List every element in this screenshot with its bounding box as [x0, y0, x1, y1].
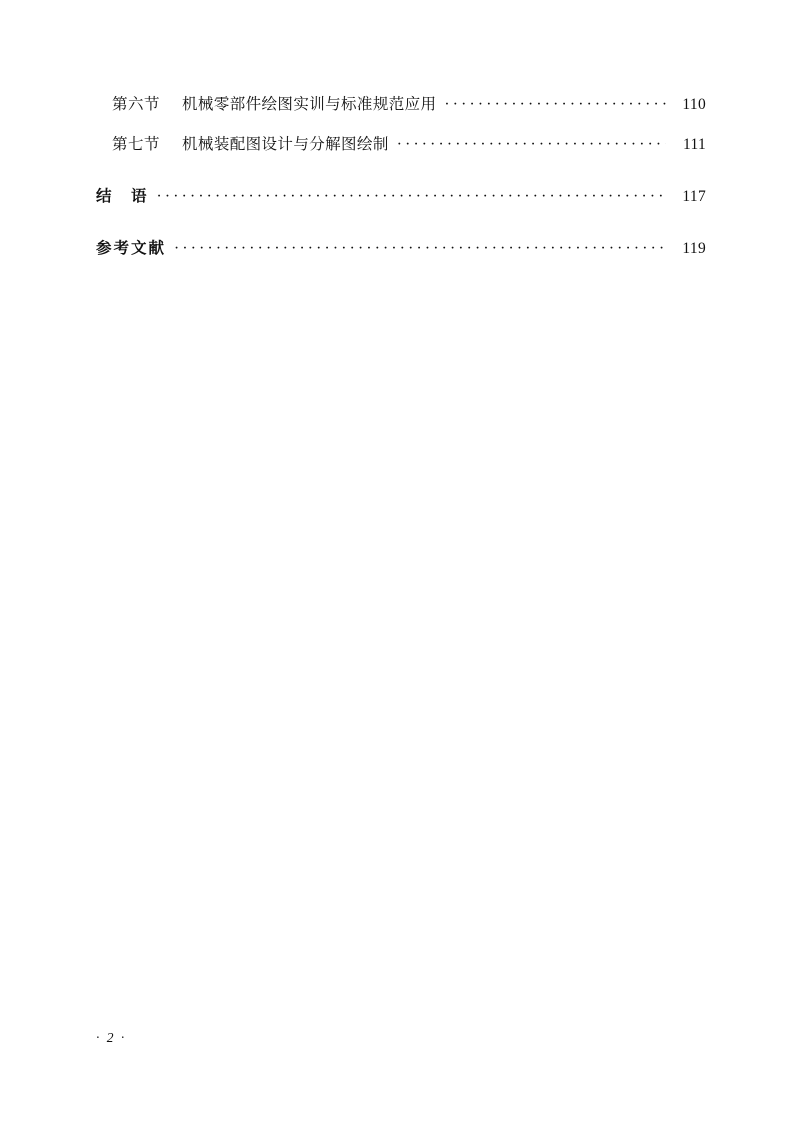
toc-entry-number: 第七节 [112, 136, 161, 153]
toc-leader-dots [174, 241, 666, 257]
table-of-contents [96, 92, 706, 258]
toc-entry-page: 111 [683, 136, 706, 153]
page-folio: · 2 · [96, 1030, 127, 1045]
toc-leader-dots [397, 137, 666, 153]
toc-leader-dots [157, 189, 666, 205]
toc-leader-dots [444, 97, 666, 113]
toc-entry-page: 110 [682, 96, 706, 113]
toc-entry-title: 机械零部件绘图实训与标准规范应用 [182, 96, 437, 113]
toc-entry-references[interactable] [96, 236, 706, 258]
toc-entry-number: 第六节 [112, 96, 161, 113]
toc-entry-title: 机械装配图设计与分解图绘制 [182, 136, 389, 153]
toc-entry-page: 117 [682, 188, 706, 205]
toc-entry-label: 结 语 [96, 188, 149, 205]
toc-entry-epilogue[interactable] [96, 184, 706, 206]
toc-entry-label: 参考文献 [96, 240, 167, 257]
toc-entry[interactable] [96, 132, 706, 154]
toc-entry-page: 119 [682, 240, 706, 257]
toc-entry[interactable] [96, 92, 706, 114]
